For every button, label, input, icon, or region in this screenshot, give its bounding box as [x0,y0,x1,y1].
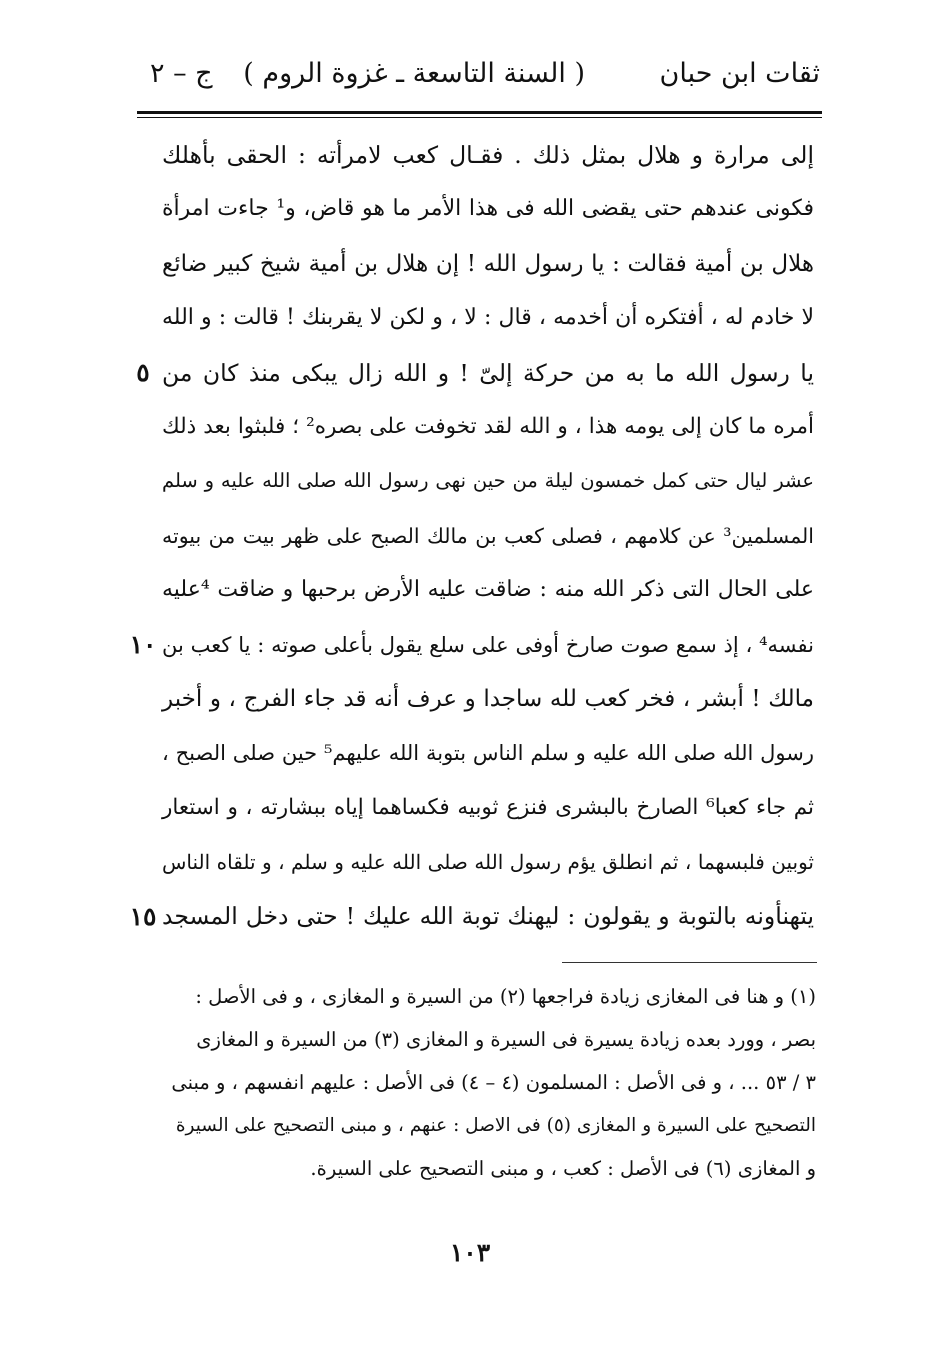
text-line: فكونى عندهم حتى يقضى الله فى هذا الأمر ما هو قاض، و¹ جاءت امرأة [162,196,814,222]
running-header [150,50,820,100]
footnote-line: و المغازى (٦) فى الأصل : كعب ، و مبنى التصحيح على السيرة. [310,1157,816,1180]
footnote-line: بصر ، وورد بعده زيادة يسيرة فى السيرة و المغازى (٣) من السيرة و المغازى [196,1028,816,1051]
text-line: ثوبين فلبسهما ، ثم انطلق يؤم رسول الله صلى الله عليه و سلم ، و تلقاه الناس [162,850,814,875]
text-line: لا خادم له ، أفتكره أن أخدمه ، قال : لا ، و لكن لا يقربنك ! قالت : و الله [162,305,814,331]
header-rule-thin [137,117,822,118]
text-line: مالك ! أبشر ، فخر كعب لله ساجدا و عرف أنه قد جاء الفرج ، و أخبر [162,685,814,712]
text-line: هلال بن أمية فقالت : يا رسول الله ! إن هلال بن أمية شيخ كبير ضائع [162,250,814,277]
header-rule-thick [137,111,822,114]
text-line: أمره ما كان إلى يومه هذا ، و الله لقد تخوفت على بصره² ؛ فلبثوا بعد ذلك [162,413,814,439]
footnote-line: التصحيح على السيرة و المغازى (٥) فى الاصل : عنهم ، و مبنى التصحيح على السيرة [175,1115,816,1136]
page-number: ١٠٣ [449,1238,491,1267]
text-line: يا رسول الله ما به من حركة إلىّ ! و الله زال يبكى منذ كان من [162,358,814,387]
footnote-line: ٣ / ٥٣ ... ، و فى الأصل : المسلمون (٤ – ٤) فى الأصل : عليهم انفسهم ، و مبنى [171,1071,816,1094]
line-marker-15: ١٥ [129,901,157,931]
text-line: إلى مرارة و هلال بمثل ذلك . فقـال كعب لامرأته : الحقى بأهلك [162,141,814,169]
text-line: المسلمين³ عن كلامهم ، فصلى كعب بن مالك الصبح على ظهر بيت من بيوته [162,523,814,548]
text-line: رسول الله صلى الله عليه و سلم الناس بتوبة الله عليهم⁵ حين صلى الصبح ، [162,741,814,766]
book-title: ثقات ابن حبان [659,58,820,89]
section-title: ( السنة التاسعة ـ غزوة الروم ) [243,58,585,89]
line-marker-10: ١٠ [129,629,157,659]
text-line: يتهنأونه بالتوبة و يقولون : ليهنك توبة الله عليك ! حتى دخل المسجد [162,902,814,931]
footnote-line: (١) و هنا فى المغازى زيادة فراجعها (٢) من السيرة و المغازى ، و فى الأصل : [195,985,816,1008]
text-line: على الحال التى ذكر الله منه : ضاقت عليه الأرض برحبها و ضاقت ⁴عليه [162,577,814,603]
main-text [162,128,814,944]
text-line: عشر ليال حتى كمل خمسون ليلة من حين نهى رسول الله صلى الله عليه و سلم [162,469,814,493]
footnotes [160,975,816,1190]
volume-number: ج – ٢ [150,58,213,89]
line-marker-5: ٥ [136,357,150,387]
footnote-separator [562,962,817,963]
text-line: نفسه⁴ ، إذ سمع صوت صارخ أوفى على سلع يقول بأعلى صوته : يا كعب بن [162,632,814,657]
text-line: ثم جاء كعبا⁶ الصارخ بالبشرى فنزع ثوبيه فكساهما إياه ببشارته ، و استعار [162,794,814,820]
